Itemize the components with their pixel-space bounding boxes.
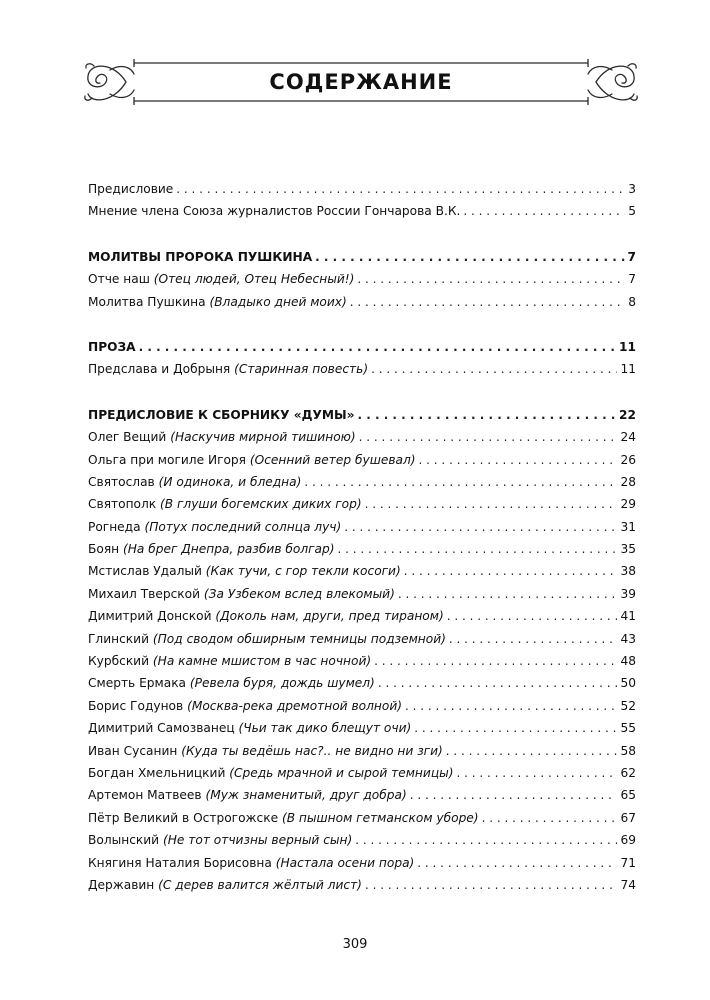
toc-entry-title: Державин (88, 877, 155, 892)
toc-entry-title: Иван Сусанин (88, 743, 178, 758)
toc-entry (88, 560, 636, 582)
toc-entry-page: 31 (620, 519, 636, 534)
dot-leader (304, 471, 617, 493)
toc-entry-page: 3 (628, 182, 636, 196)
toc-entry-page: 43 (620, 631, 636, 646)
toc-entry-label (88, 538, 335, 560)
toc-entry (88, 605, 636, 627)
toc-entry-page: 29 (620, 497, 636, 512)
dot-leader (447, 605, 618, 627)
toc-entry-label (88, 672, 375, 694)
toc-entry-label (88, 762, 454, 784)
dot-leader (365, 874, 618, 896)
toc-entry-title: Курбский (88, 654, 150, 669)
toc-section-heading (88, 336, 636, 358)
toc-entry-label (88, 650, 371, 672)
toc-entry-page: 11 (619, 339, 636, 354)
dot-leader (410, 784, 618, 806)
toc-entry-page: 55 (620, 721, 636, 736)
toc-entry-label (88, 358, 368, 380)
dot-leader (365, 493, 618, 515)
toc-entry (88, 740, 636, 762)
toc-entry (88, 874, 636, 896)
toc-entry-title: Святополк (88, 497, 157, 512)
toc-entry (88, 695, 636, 717)
toc-entry-title: Глинский (88, 631, 150, 646)
toc-entry-page: 38 (620, 564, 636, 579)
toc-entry-label (88, 583, 395, 605)
toc-entry-title: Предисловие (88, 182, 174, 196)
toc-entry (88, 426, 636, 448)
toc-entry-title: Предслава и Добрыня (88, 362, 231, 377)
toc-entry-subtitle: (На брег Днепра, разбив болгар) (123, 542, 335, 557)
toc-entry-label (88, 404, 354, 426)
toc-entry-label (88, 246, 312, 268)
toc-entry (88, 628, 636, 650)
toc-entry-page: 26 (620, 452, 636, 467)
toc-entry-subtitle: (Как тучи, с гор текли косоги) (205, 564, 401, 579)
toc-entry-title: Богдан Хмельницкий (88, 765, 226, 780)
toc-entry (88, 493, 636, 515)
toc-entry-page: 5 (628, 204, 636, 219)
toc-entry-page: 41 (620, 609, 636, 624)
toc-entry-page: 48 (620, 654, 636, 669)
dot-leader (446, 740, 618, 762)
toc-entry (88, 516, 636, 538)
toc-entry-page: 7 (627, 249, 636, 264)
toc-entry-title: Мстислав Удалый (88, 564, 202, 579)
toc-entry-subtitle: (В глуши богемских диких гор) (160, 497, 362, 512)
toc-section-heading (88, 246, 636, 268)
toc-entry-title: Димитрий Самозванец (88, 721, 235, 736)
toc-entry-title: Мнение члена Союза журналистов России Гончарова В.К. (88, 204, 461, 219)
toc-entry (88, 852, 636, 874)
toc-entry-page: 62 (620, 765, 636, 780)
toc-entry-title: Пётр Великий в Острогожске (88, 810, 279, 825)
toc-entry-subtitle: (Средь мрачной и сырой темницы) (229, 765, 454, 780)
toc-entry-label (88, 717, 411, 739)
toc-entry-subtitle: (Не тот отчизны верный сын) (162, 833, 353, 848)
page-title: СОДЕРЖАНИЕ (269, 70, 453, 94)
toc-entry (88, 762, 636, 784)
dot-leader (463, 200, 625, 222)
toc-entry-subtitle: (Куда ты ведёшь нас?.. не видно ни зги) (181, 743, 443, 758)
toc-entry-label (88, 740, 443, 762)
toc-entry (88, 717, 636, 739)
toc-entry (88, 650, 636, 672)
toc-entry-label (88, 449, 416, 471)
toc-entry (88, 291, 636, 313)
dot-leader (405, 695, 617, 717)
toc-entry (88, 358, 636, 380)
toc-entry-subtitle: (Под сводом обширным темницы подземной) (152, 631, 446, 646)
toc-entry-page: 69 (620, 833, 636, 848)
toc-entry-label (88, 200, 460, 222)
toc-entry-title: Княгиня Наталия Борисовна (88, 855, 272, 870)
toc-entry-title: Димитрий Донской (88, 609, 212, 624)
toc-entry-label (88, 560, 401, 582)
dot-leader (315, 246, 624, 268)
toc-entry-title: ПРЕДИСЛОВИЕ К СБОРНИКУ «ДУМЫ» (88, 407, 355, 422)
toc-entry-label (88, 807, 479, 829)
dot-leader (398, 583, 618, 605)
dot-leader (404, 560, 618, 582)
toc-entry-title: Отче наш (88, 272, 150, 287)
toc-entry-page: 22 (619, 407, 636, 422)
toc-entry-label (88, 695, 402, 717)
toc-entry-subtitle: (Настала осени пора) (275, 855, 415, 870)
toc-entry-title: Смерть Ермака (88, 676, 187, 691)
contents-header (80, 54, 642, 110)
toc-entry-page: 65 (620, 788, 636, 803)
toc-entry-label (88, 874, 362, 896)
toc-entry-title: Рогнеда (88, 519, 141, 534)
toc-entry-subtitle: (Доколь нам, други, пред тираном) (215, 609, 444, 624)
dot-leader (374, 650, 617, 672)
dot-leader (350, 291, 625, 313)
toc-entry-label (88, 336, 136, 358)
page-number: 309 (342, 937, 368, 952)
toc-entry-page: 67 (620, 810, 636, 825)
dot-leader (355, 829, 617, 851)
toc-entry-label (88, 605, 444, 627)
toc-entry-subtitle: (Потух последний солнца луч) (144, 519, 342, 534)
toc-entry-subtitle: (За Узбеком вслед влекомый) (203, 586, 395, 601)
toc-entry-label (88, 784, 407, 806)
dot-leader (344, 516, 617, 538)
toc-entry-page: 24 (620, 430, 636, 445)
toc-entry-page: 7 (628, 272, 636, 287)
dot-leader (176, 178, 625, 200)
toc-entry-subtitle: (Осенний ветер бушевал) (249, 452, 416, 467)
toc-entry-title: Молитва Пушкина (88, 294, 206, 309)
section-spacer (88, 313, 636, 336)
toc-entry-page: 11 (620, 362, 636, 377)
toc-entry-title: Артемон Матвеев (88, 788, 202, 803)
toc-entry-label (88, 426, 356, 448)
table-of-contents (88, 178, 636, 896)
toc-entry-title: Волынский (88, 833, 160, 848)
dot-leader (482, 807, 618, 829)
toc-entry-subtitle: (Наскучив мирной тишиною) (170, 430, 356, 445)
toc-entry (88, 807, 636, 829)
toc-entry-page: 35 (620, 542, 636, 557)
dot-leader (457, 762, 618, 784)
toc-entry-label (88, 516, 341, 538)
toc-entry (88, 471, 636, 493)
dot-leader (139, 336, 616, 358)
toc-entry-page: 74 (620, 877, 636, 892)
toc-entry (88, 829, 636, 851)
toc-entry-page: 8 (628, 294, 636, 309)
toc-entry-subtitle: (Муж знаменитый, друг добра) (205, 788, 407, 803)
dot-leader (359, 426, 618, 448)
toc-entry-subtitle: (И одинока, и бледна) (158, 474, 302, 489)
toc-entry-title: МОЛИТВЫ ПРОРОКА ПУШКИНА (88, 249, 313, 264)
toc-entry-title: Михаил Тверской (88, 586, 201, 601)
toc-entry-page: 39 (620, 586, 636, 601)
toc-entry-title: ПРОЗА (88, 339, 136, 354)
toc-entry-title: Боян (88, 542, 120, 557)
toc-entry (88, 449, 636, 471)
toc-entry-title: Святослав (88, 474, 155, 489)
toc-entry-subtitle: (В пышном гетманском уборе) (281, 810, 479, 825)
toc-section-heading (88, 404, 636, 426)
toc-entry (88, 583, 636, 605)
toc-entry-label (88, 829, 352, 851)
toc-entry-label (88, 852, 414, 874)
toc-entry-label (88, 628, 446, 650)
toc-entry-page: 52 (620, 698, 636, 713)
toc-entry-subtitle: (Отец людей, Отец Небесный!) (153, 272, 355, 287)
toc-entry-label (88, 471, 301, 493)
toc-entry (88, 538, 636, 560)
dot-leader (419, 449, 618, 471)
dot-leader (414, 717, 617, 739)
toc-entry (88, 200, 636, 222)
toc-entry-subtitle: (С дерев валится жёлтый лист) (158, 877, 362, 892)
toc-entry-subtitle: (На камне мшистом в час ночной) (152, 654, 372, 669)
toc-entry-subtitle: (Старинная повесть) (234, 362, 369, 377)
dot-leader (449, 628, 618, 650)
dot-leader (417, 852, 617, 874)
toc-entry (88, 672, 636, 694)
toc-entry-label (88, 291, 347, 313)
toc-entry-page: 58 (620, 743, 636, 758)
section-spacer (88, 381, 636, 404)
toc-entry-label (88, 178, 173, 200)
toc-entry-subtitle: (Ревела буря, дождь шумел) (189, 676, 375, 691)
toc-entry-page: 50 (620, 676, 636, 691)
toc-entry (88, 784, 636, 806)
toc-entry-subtitle: (Чьи так дико блещут очи) (238, 721, 412, 736)
toc-entry-subtitle: (Владыко дней моих) (209, 294, 347, 309)
toc-entry-label (88, 268, 354, 290)
toc-entry-title: Ольга при могиле Игоря (88, 452, 246, 467)
section-spacer (88, 223, 636, 246)
toc-entry (88, 178, 636, 200)
toc-entry-label (88, 493, 362, 515)
toc-entry-page: 71 (620, 855, 636, 870)
toc-entry-title: Борис Годунов (88, 698, 184, 713)
dot-leader (357, 404, 616, 426)
toc-entry-subtitle: (Москва-река дремотной волной) (187, 698, 402, 713)
dot-leader (371, 358, 617, 380)
dot-leader (338, 538, 618, 560)
dot-leader (378, 672, 618, 694)
toc-entry-title: Олег Вещий (88, 430, 167, 445)
dot-leader (357, 268, 625, 290)
toc-entry-page: 28 (620, 474, 636, 489)
toc-entry (88, 268, 636, 290)
